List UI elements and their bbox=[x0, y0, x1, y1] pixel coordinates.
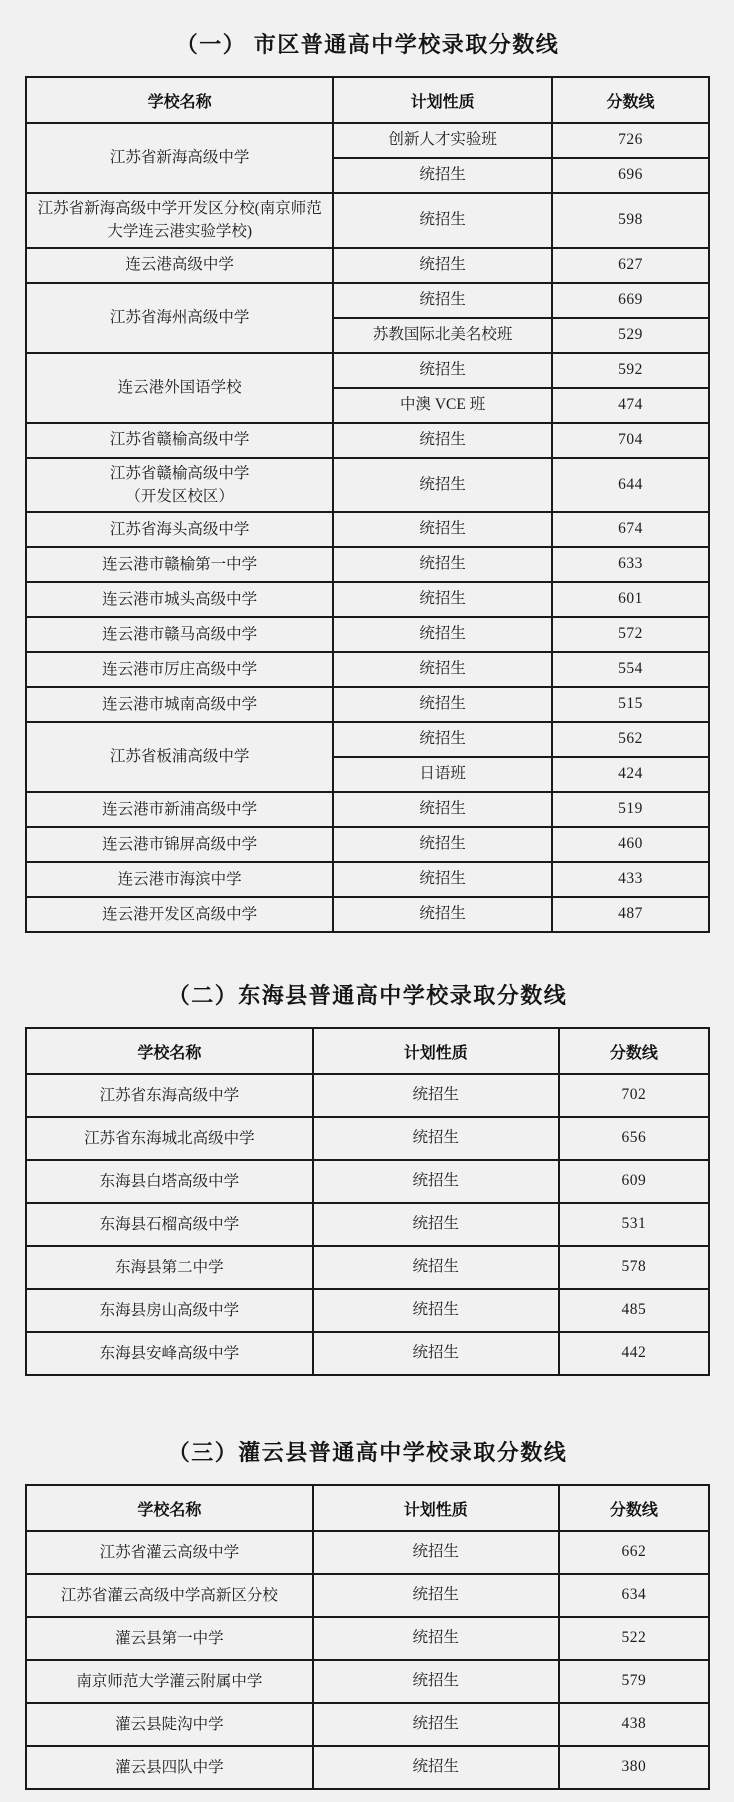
plan-type-cell: 统招生 bbox=[333, 423, 552, 458]
score-cell: 380 bbox=[559, 1746, 709, 1789]
plan-type-cell: 统招生 bbox=[313, 1746, 559, 1789]
score-cell: 522 bbox=[559, 1617, 709, 1660]
score-cell: 460 bbox=[552, 827, 709, 862]
school-name-cell bbox=[26, 353, 333, 423]
school-name-cell bbox=[26, 1746, 313, 1789]
score-cell: 474 bbox=[552, 388, 709, 423]
plan-type-cell: 统招生 bbox=[313, 1160, 559, 1203]
table-row bbox=[26, 193, 709, 248]
school-name-line: 江苏省新海高级中学 bbox=[109, 149, 250, 167]
school-name-line: 连云港市锦屏高级中学 bbox=[102, 835, 258, 853]
section-city-districts bbox=[25, 28, 710, 933]
table-row bbox=[26, 458, 709, 513]
column-header-1: 计划性质 bbox=[333, 77, 552, 123]
table-row bbox=[26, 1746, 709, 1789]
plan-type-cell: 统招生 bbox=[333, 193, 552, 248]
score-table-donghai bbox=[25, 1027, 710, 1376]
column-header-0: 学校名称 bbox=[26, 77, 333, 123]
table-row bbox=[26, 423, 709, 458]
table-row bbox=[26, 1117, 709, 1160]
school-name-cell bbox=[26, 283, 333, 353]
plan-type-cell: 统招生 bbox=[333, 652, 552, 687]
plan-type-cell: 日语班 bbox=[333, 757, 552, 792]
table-row bbox=[26, 1074, 709, 1117]
table-row bbox=[26, 353, 709, 388]
plan-type-cell: 统招生 bbox=[333, 353, 552, 388]
table-row bbox=[26, 123, 709, 158]
column-header-0: 学校名称 bbox=[26, 1028, 313, 1074]
score-cell: 633 bbox=[552, 547, 709, 582]
school-name-cell bbox=[26, 1074, 313, 1117]
score-cell: 487 bbox=[552, 897, 709, 932]
table-row bbox=[26, 687, 709, 722]
table-row bbox=[26, 1289, 709, 1332]
school-name-cell bbox=[26, 1617, 313, 1660]
school-name-line: 江苏省新海高级中学开发区分校(南京师范大学连云港实验学校) bbox=[37, 200, 322, 241]
school-name-cell bbox=[26, 1332, 313, 1375]
plan-type-cell: 统招生 bbox=[313, 1117, 559, 1160]
school-name-line: 江苏省东海高级中学 bbox=[99, 1086, 240, 1104]
plan-type-cell: 统招生 bbox=[333, 547, 552, 582]
school-name-cell bbox=[26, 123, 333, 193]
table-row bbox=[26, 512, 709, 547]
score-cell: 592 bbox=[552, 353, 709, 388]
plan-type-cell: 统招生 bbox=[313, 1074, 559, 1117]
school-name-cell bbox=[26, 1660, 313, 1703]
table-row bbox=[26, 862, 709, 897]
school-name-line: 连云港市城头高级中学 bbox=[102, 590, 258, 608]
school-name-cell bbox=[26, 547, 333, 582]
plan-type-cell: 统招生 bbox=[313, 1574, 559, 1617]
column-header-2: 分数线 bbox=[552, 77, 709, 123]
score-cell: 442 bbox=[559, 1332, 709, 1375]
column-header-1: 计划性质 bbox=[313, 1485, 559, 1531]
school-name-cell bbox=[26, 1531, 313, 1574]
school-name-line: 连云港市海滨中学 bbox=[117, 870, 242, 888]
plan-type-cell: 统招生 bbox=[333, 827, 552, 862]
table-row bbox=[26, 547, 709, 582]
school-name-cell bbox=[26, 1574, 313, 1617]
school-name-cell bbox=[26, 512, 333, 547]
plan-type-cell: 统招生 bbox=[333, 248, 552, 283]
plan-type-cell: 统招生 bbox=[333, 283, 552, 318]
school-name-cell bbox=[26, 687, 333, 722]
school-name-cell bbox=[26, 1703, 313, 1746]
school-name-line: 江苏省板浦高级中学 bbox=[109, 748, 250, 766]
column-header-1: 计划性质 bbox=[313, 1028, 559, 1074]
score-cell: 634 bbox=[559, 1574, 709, 1617]
school-name-cell bbox=[26, 652, 333, 687]
school-name-line: 江苏省东海城北高级中学 bbox=[84, 1129, 255, 1147]
table-row bbox=[26, 248, 709, 283]
plan-type-cell: 统招生 bbox=[333, 687, 552, 722]
score-cell: 529 bbox=[552, 318, 709, 353]
score-cell: 601 bbox=[552, 582, 709, 617]
school-name-line: 连云港外国语学校 bbox=[117, 378, 242, 396]
school-name-line: 灌云县陡沟中学 bbox=[115, 1715, 224, 1733]
score-cell: 598 bbox=[552, 193, 709, 248]
school-name-line: 东海县第二中学 bbox=[115, 1258, 224, 1276]
school-name-line: 东海县白塔高级中学 bbox=[99, 1172, 240, 1190]
school-name-cell bbox=[26, 1246, 313, 1289]
column-header-0: 学校名称 bbox=[26, 1485, 313, 1531]
plan-type-cell: 统招生 bbox=[313, 1289, 559, 1332]
school-name-line: 东海县安峰高级中学 bbox=[99, 1344, 240, 1362]
school-name-cell bbox=[26, 792, 333, 827]
school-name-line: 连云港市赣榆第一中学 bbox=[102, 555, 258, 573]
score-cell: 609 bbox=[559, 1160, 709, 1203]
table-row bbox=[26, 582, 709, 617]
score-cell: 696 bbox=[552, 158, 709, 193]
plan-type-cell: 统招生 bbox=[313, 1660, 559, 1703]
score-cell: 644 bbox=[552, 458, 709, 513]
score-cell: 656 bbox=[559, 1117, 709, 1160]
table-row bbox=[26, 1660, 709, 1703]
school-name-line: 江苏省海头高级中学 bbox=[109, 520, 250, 538]
section-title-city: （一） 市区普通高中学校录取分数线 bbox=[175, 32, 560, 57]
plan-type-cell: 统招生 bbox=[333, 458, 552, 513]
score-cell: 702 bbox=[559, 1074, 709, 1117]
school-name-line: 连云港高级中学 bbox=[125, 256, 234, 274]
table-row bbox=[26, 1246, 709, 1289]
score-cell: 662 bbox=[559, 1531, 709, 1574]
score-cell: 572 bbox=[552, 617, 709, 652]
plan-type-cell: 统招生 bbox=[333, 582, 552, 617]
score-cell: 669 bbox=[552, 283, 709, 318]
plan-type-cell: 统招生 bbox=[333, 158, 552, 193]
plan-type-cell: 统招生 bbox=[313, 1246, 559, 1289]
school-name-line: 江苏省赣榆高级中学 bbox=[109, 464, 250, 482]
score-cell: 485 bbox=[559, 1289, 709, 1332]
school-name-line: 灌云县四队中学 bbox=[115, 1758, 224, 1776]
score-cell: 578 bbox=[559, 1246, 709, 1289]
score-cell: 515 bbox=[552, 687, 709, 722]
table-row bbox=[26, 617, 709, 652]
plan-type-cell: 统招生 bbox=[333, 617, 552, 652]
score-table-city bbox=[25, 76, 710, 933]
school-name-cell bbox=[26, 617, 333, 652]
school-name-cell bbox=[26, 423, 333, 458]
score-cell: 438 bbox=[559, 1703, 709, 1746]
table-row bbox=[26, 1160, 709, 1203]
score-table-guanyun bbox=[25, 1484, 710, 1790]
score-cell: 554 bbox=[552, 652, 709, 687]
school-name-cell bbox=[26, 193, 333, 248]
school-name-line: 连云港市厉庄高级中学 bbox=[102, 660, 258, 678]
section-title-guanyun: （三）灌云县普通高中学校录取分数线 bbox=[167, 1440, 568, 1465]
section-guanyun-county bbox=[25, 1436, 710, 1790]
section-title-donghai: （二）东海县普通高中学校录取分数线 bbox=[167, 983, 568, 1008]
table-row bbox=[26, 283, 709, 318]
school-name-cell bbox=[26, 897, 333, 932]
plan-type-cell: 统招生 bbox=[333, 897, 552, 932]
plan-type-cell: 统招生 bbox=[333, 792, 552, 827]
plan-type-cell: 统招生 bbox=[313, 1203, 559, 1246]
header-row bbox=[26, 1485, 709, 1531]
table-row bbox=[26, 1531, 709, 1574]
school-name-line: 东海县石榴高级中学 bbox=[99, 1215, 240, 1233]
table-row bbox=[26, 827, 709, 862]
score-cell: 627 bbox=[552, 248, 709, 283]
table-row bbox=[26, 722, 709, 757]
plan-type-cell: 统招生 bbox=[313, 1332, 559, 1375]
score-cell: 424 bbox=[552, 757, 709, 792]
school-name-line: 连云港开发区高级中学 bbox=[102, 905, 258, 923]
score-cell: 674 bbox=[552, 512, 709, 547]
score-cell: 726 bbox=[552, 123, 709, 158]
school-name-cell bbox=[26, 582, 333, 617]
school-name-cell bbox=[26, 458, 333, 513]
school-name-cell bbox=[26, 1117, 313, 1160]
plan-type-cell: 创新人才实验班 bbox=[333, 123, 552, 158]
school-name-line: 南京师范大学灌云附属中学 bbox=[76, 1672, 263, 1690]
table-row bbox=[26, 1703, 709, 1746]
table-row bbox=[26, 897, 709, 932]
school-name-cell bbox=[26, 1203, 313, 1246]
school-name-line: 江苏省海州高级中学 bbox=[109, 308, 250, 326]
score-cell: 531 bbox=[559, 1203, 709, 1246]
plan-type-cell: 统招生 bbox=[313, 1617, 559, 1660]
table-row bbox=[26, 1332, 709, 1375]
table-row bbox=[26, 792, 709, 827]
school-name-cell bbox=[26, 248, 333, 283]
table-row bbox=[26, 1574, 709, 1617]
plan-type-cell: 苏教国际北美名校班 bbox=[333, 318, 552, 353]
score-cell: 704 bbox=[552, 423, 709, 458]
column-header-2: 分数线 bbox=[559, 1485, 709, 1531]
school-name-line: 江苏省灌云高级中学 bbox=[99, 1543, 240, 1561]
score-cell: 519 bbox=[552, 792, 709, 827]
school-name-line: 东海县房山高级中学 bbox=[99, 1301, 240, 1319]
table-row bbox=[26, 652, 709, 687]
section-donghai-county bbox=[25, 979, 710, 1376]
column-header-2: 分数线 bbox=[559, 1028, 709, 1074]
header-row bbox=[26, 77, 709, 123]
school-name-line: 灌云县第一中学 bbox=[115, 1629, 224, 1647]
table-row bbox=[26, 1617, 709, 1660]
plan-type-cell: 中澳 VCE 班 bbox=[333, 388, 552, 423]
plan-type-cell: 统招生 bbox=[333, 862, 552, 897]
school-name-line: 连云港市城南高级中学 bbox=[102, 695, 258, 713]
school-name-line: 江苏省赣榆高级中学 bbox=[109, 431, 250, 449]
plan-type-cell: 统招生 bbox=[333, 722, 552, 757]
header-row bbox=[26, 1028, 709, 1074]
school-name-line: 江苏省灌云高级中学高新区分校 bbox=[60, 1586, 278, 1604]
score-cell: 433 bbox=[552, 862, 709, 897]
plan-type-cell: 统招生 bbox=[313, 1531, 559, 1574]
school-name-cell bbox=[26, 827, 333, 862]
school-name-line: （开发区校区） bbox=[125, 487, 234, 505]
school-name-cell bbox=[26, 722, 333, 792]
school-name-cell bbox=[26, 1160, 313, 1203]
school-name-line: 连云港市新浦高级中学 bbox=[102, 800, 258, 818]
school-name-cell bbox=[26, 1289, 313, 1332]
plan-type-cell: 统招生 bbox=[313, 1703, 559, 1746]
table-row bbox=[26, 1203, 709, 1246]
score-cell: 579 bbox=[559, 1660, 709, 1703]
score-cell: 562 bbox=[552, 722, 709, 757]
plan-type-cell: 统招生 bbox=[333, 512, 552, 547]
school-name-line: 连云港市赣马高级中学 bbox=[102, 625, 258, 643]
school-name-cell bbox=[26, 862, 333, 897]
